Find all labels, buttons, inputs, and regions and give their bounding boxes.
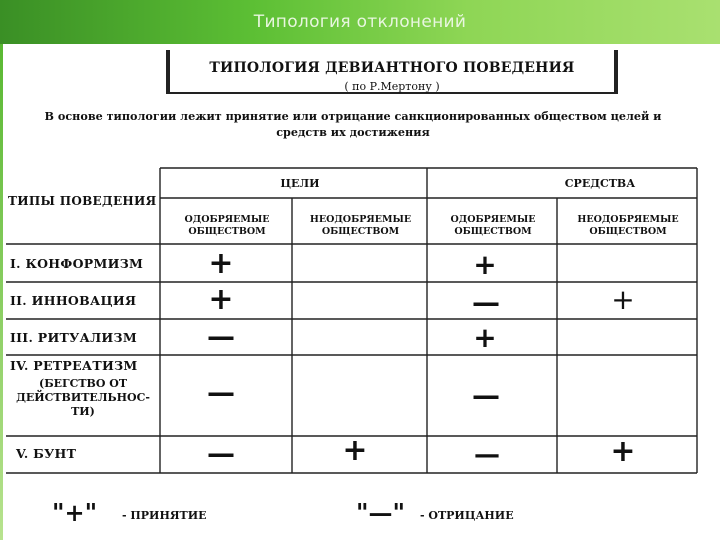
corner-label: ТИПЫ ПОВЕДЕНИЯ (8, 194, 157, 208)
legend-plus-text: - ПРИНЯТИЕ (122, 509, 207, 522)
mark-rebellion-goals-approved: — (207, 437, 235, 470)
mark-conformism-means-approved: + (473, 248, 497, 281)
row-label-ritualism: III. РИТУАЛИЗМ (10, 330, 137, 345)
subheader-means-disapproved: НЕОДОБРЯЕМЫЕ ОБЩЕСТВОМ (577, 214, 679, 237)
subheader-goals-approved: ОДОБРЯЕМЫЕ ОБЩЕСТВОМ (184, 214, 270, 237)
intro-line-1: В основе типологии лежит принятие или отрицание санкционированных обществом целей и (44, 109, 662, 123)
subheader-means-approved: ОДОБРЯЕМЫЕ ОБЩЕСТВОМ (450, 214, 536, 237)
slide-title: Типология отклонений (253, 12, 467, 32)
mark-rebellion-means-disapproved: + (610, 434, 636, 469)
group-header-goals: ЦЕЛИ (280, 177, 320, 190)
mark-rebellion-means-approved: — (474, 440, 500, 470)
legend-minus-text: - ОТРИЦАНИЕ (420, 509, 514, 522)
document-title: ТИПОЛОГИЯ ДЕВИАНТНОГО ПОВЕДЕНИЯ (209, 60, 575, 76)
mark-retreatism-means-approved: — (472, 379, 500, 412)
row-label-conformism: I. КОНФОРМИЗМ (10, 256, 144, 271)
legend-minus-symbol: "—" (356, 498, 406, 527)
document-subtitle: ( по Р.Мертону ) (344, 80, 440, 93)
mark-conformism-goals-approved: + (208, 246, 234, 281)
mark-innovation-goals-approved: + (208, 282, 234, 317)
mark-ritualism-means-approved: + (473, 321, 497, 354)
mark-innovation-means-approved: — (472, 286, 500, 319)
subheader-goals-disapproved: НЕОДОБРЯЕМЫЕ ОБЩЕСТВОМ (309, 214, 412, 237)
mark-innovation-means-disapproved: + (611, 283, 635, 316)
mark-retreatism-goals-approved: — (207, 376, 235, 409)
row-label-innovation: II. ИННОВАЦИЯ (10, 293, 137, 308)
scanned-document (0, 44, 720, 540)
mark-ritualism-goals-approved: — (207, 320, 235, 353)
intro-line-2: средств их достижения (276, 125, 430, 139)
row-label-retreatism: IV. РЕТРЕАТИЗМ (10, 358, 138, 373)
mark-rebellion-goals-disapproved: + (342, 433, 368, 468)
row-label-rebellion: V. БУНТ (16, 446, 77, 461)
group-header-means: СРЕДСТВА (564, 177, 636, 190)
legend-plus-symbol: "+" (52, 498, 98, 527)
row-note-retreatism: (БЕГСТВО ОТ ДЕЙСТВИТЕЛЬНОС- ТИ) (16, 377, 150, 418)
